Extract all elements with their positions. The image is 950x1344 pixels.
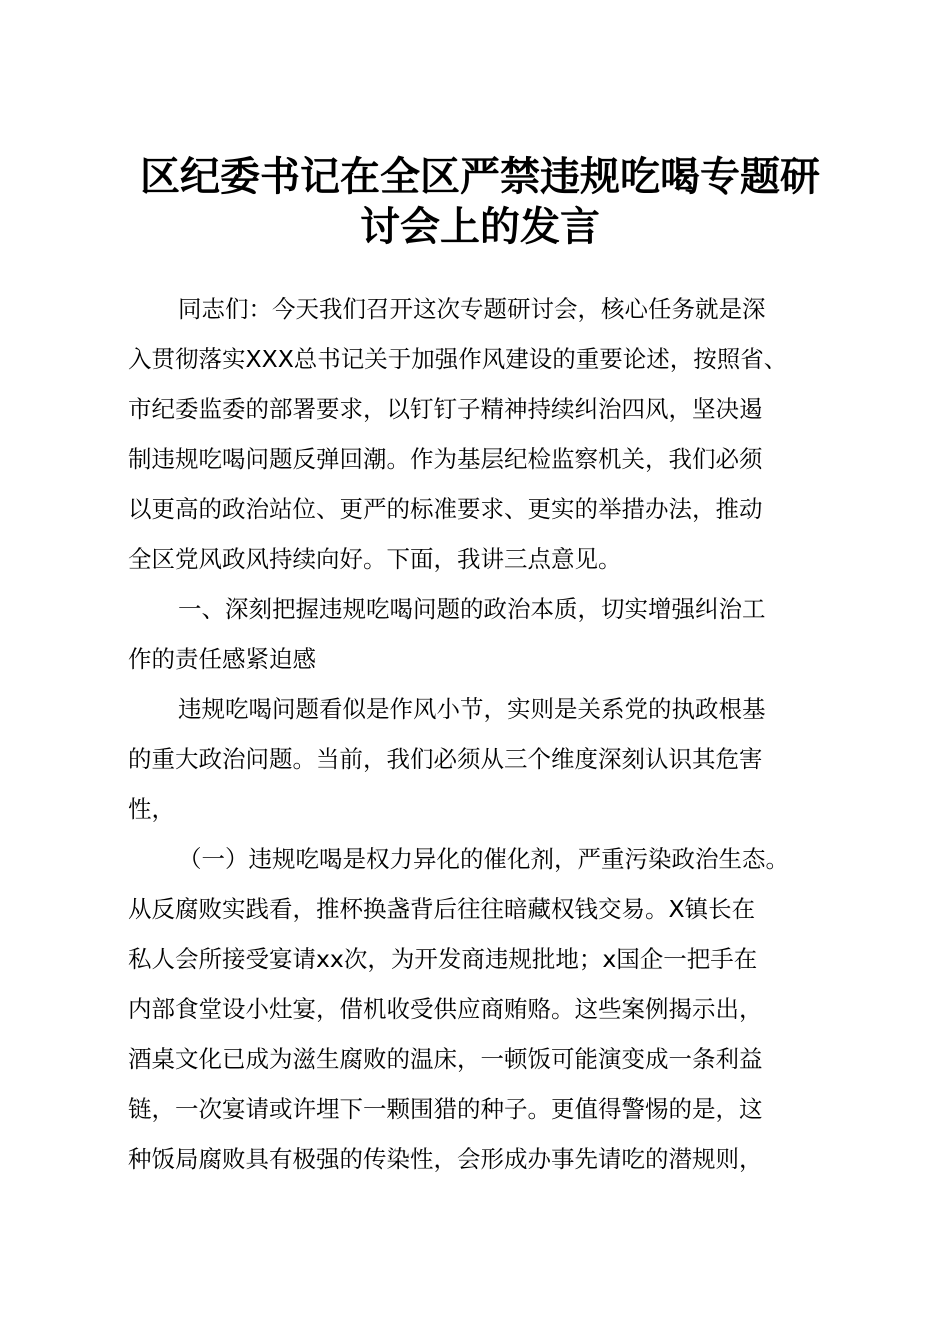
text-line: 制违规吃喝问题反弹回潮。作为基层纪检监察机关，我们必须 bbox=[128, 445, 763, 473]
text-line: 作的责任感紧迫感 bbox=[128, 645, 316, 673]
text-line: 市纪委监委的部署要求，以钉钉子精神持续纠治四风，坚决遏 bbox=[128, 395, 763, 423]
title-line-2: 讨会上的发言 bbox=[360, 203, 600, 250]
document-body bbox=[128, 284, 838, 1184]
text-line: 性， bbox=[128, 795, 175, 823]
title-line-1: 区纪委书记在全区严禁违规吃喝专题研 bbox=[140, 153, 820, 200]
text-line: 的重大政治问题。当前，我们必须从三个维度深刻认识其危害 bbox=[128, 745, 763, 773]
section-heading-1 bbox=[128, 584, 838, 684]
text-line: 一、深刻把握违规吃喝问题的政治本质，切实增强纠治工 bbox=[178, 595, 766, 623]
paragraph-point-1 bbox=[128, 834, 838, 1184]
text-line: （一）违规吃喝是权力异化的催化剂，严重污染政治生态。 bbox=[178, 845, 789, 873]
paragraph-opening bbox=[128, 284, 838, 584]
text-line: 同志们：今天我们召开这次专题研讨会，核心任务就是深 bbox=[178, 295, 766, 323]
document-title bbox=[120, 152, 840, 252]
text-line: 全区党风政风持续向好。下面，我讲三点意见。 bbox=[128, 545, 622, 573]
text-line: 酒桌文化已成为滋生腐败的温床，一顿饭可能演变成一条利益 bbox=[128, 1045, 763, 1073]
text-line: 链，一次宴请或许埋下一颗围猎的种子。更值得警惕的是，这 bbox=[128, 1095, 763, 1123]
text-line: 私人会所接受宴请xx次，为开发商违规批地；x国企一把手在 bbox=[128, 945, 758, 973]
text-line: 从反腐败实践看，推杯换盏背后往往暗藏权钱交易。X镇长在 bbox=[128, 895, 756, 923]
text-line: 入贯彻落实XXX总书记关于加强作风建设的重要论述，按照省、 bbox=[128, 345, 788, 373]
text-line: 违规吃喝问题看似是作风小节，实则是关系党的执政根基 bbox=[178, 695, 766, 723]
paragraph-intro bbox=[128, 684, 838, 834]
text-line: 内部食堂设小灶宴，借机收受供应商贿赂。这些案例揭示出， bbox=[128, 995, 763, 1023]
text-line: 以更高的政治站位、更严的标准要求、更实的举措办法，推动 bbox=[128, 495, 763, 523]
text-line: 种饭局腐败具有极强的传染性，会形成办事先请吃的潜规则， bbox=[128, 1145, 763, 1173]
